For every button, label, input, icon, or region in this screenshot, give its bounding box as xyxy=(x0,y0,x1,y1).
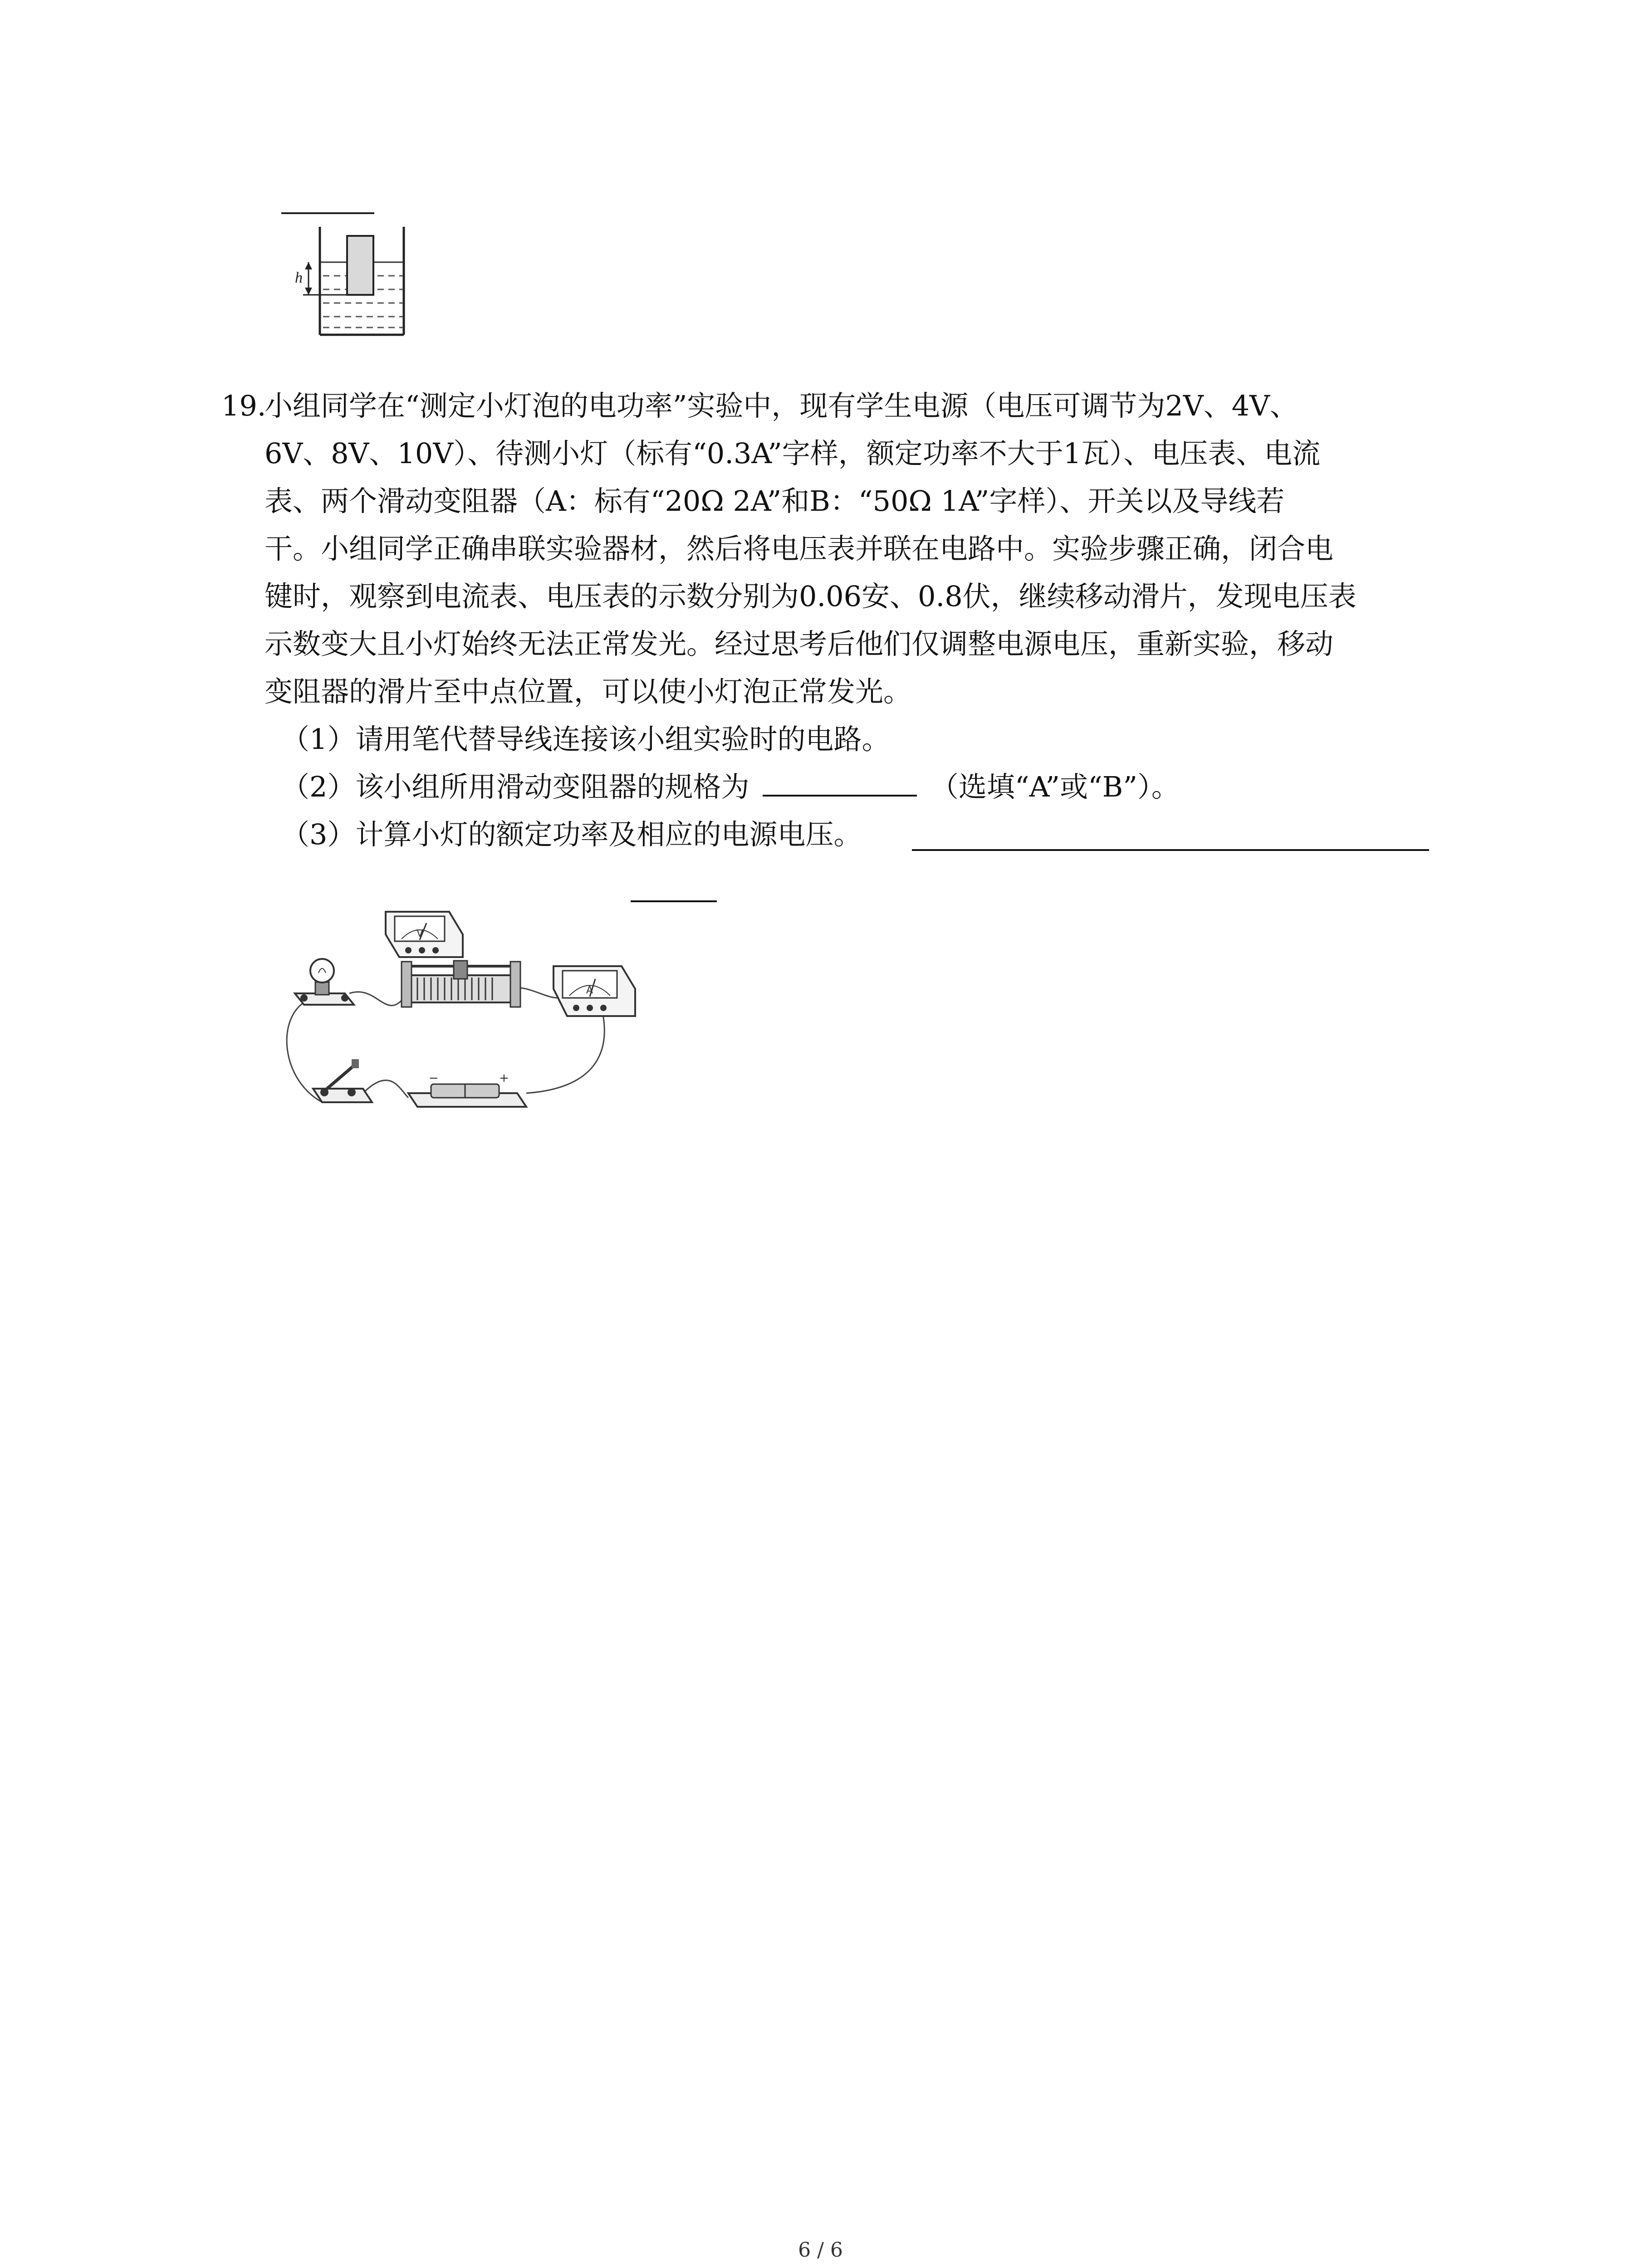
page-number: 6 / 6 xyxy=(798,2239,843,2262)
question-line: 小组同学在“测定小灯泡的电功率”实验中，现有学生电源（电压可调节为2V、4V、 xyxy=(265,389,1298,422)
bulb xyxy=(295,959,354,1005)
question-line: 表、两个滑动变阻器（A：标有“20Ω 2A”和B：“50Ω 1A”字样）、开关以及导线若 xyxy=(265,484,1285,518)
switch xyxy=(313,1059,372,1102)
question-line: 干。小组同学正确串联实验器材，然后将电压表并联在电路中。实验步骤正确，闭合电 xyxy=(265,532,1334,565)
sub-question-2 xyxy=(281,764,1180,810)
sub-question-2-suffix: （选填“A”或“B”）。 xyxy=(930,770,1180,803)
ammeter-label: A xyxy=(586,985,593,996)
voltmeter-label: V xyxy=(416,928,424,939)
question-line: 6V、8V、10V）、待测小灯（标有“0.3A”字样，额定功率不大于1瓦）、电压表、电流 xyxy=(265,437,1321,470)
sub-question-3 xyxy=(281,812,862,857)
battery xyxy=(408,1071,526,1107)
question-line: 变阻器的滑片至中点位置，可以使小灯泡正常发光。 xyxy=(265,675,912,708)
question-line: 键时，观察到电流表、电压表的示数分别为0.06安、0.8伏，继续移动滑片，发现电压表 xyxy=(265,580,1357,613)
circuit-figure xyxy=(272,885,681,1148)
sub-question-3-text: （3）计算小灯的额定功率及相应的电源电压。 xyxy=(281,818,862,851)
sub-question-1: （1）请用笔代替导线连接该小组实验时的电路。 xyxy=(281,723,890,756)
ammeter xyxy=(554,966,635,1016)
question-number: 19. xyxy=(221,389,266,422)
container-figure xyxy=(272,209,422,340)
rheostat xyxy=(402,961,520,1007)
question-line: 示数变大且小灯始终无法正常发光。经过思考后他们仅调整电源电压，重新实验，移动 xyxy=(265,627,1334,660)
battery-plus-label: + xyxy=(499,1071,509,1085)
answer-blank-2[interactable] xyxy=(763,767,917,797)
voltmeter xyxy=(386,912,463,957)
h-label: h xyxy=(295,269,303,286)
sub-question-2-prefix: （2）该小组所用滑动变阻器的规格为 xyxy=(281,770,749,803)
answer-blank-3[interactable] xyxy=(912,849,1429,851)
battery-minus-label: − xyxy=(429,1071,439,1085)
